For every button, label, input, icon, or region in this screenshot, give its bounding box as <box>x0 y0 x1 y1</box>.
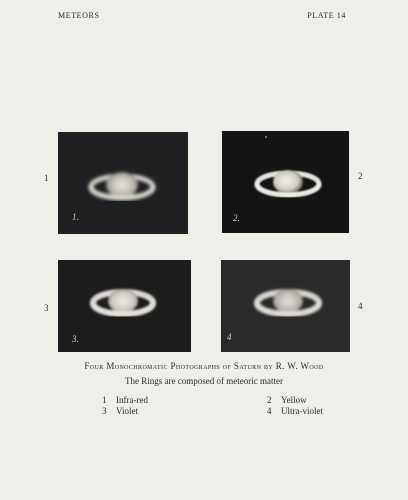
legend-number: 4 <box>267 406 272 416</box>
legend-item-2 <box>267 395 307 405</box>
legend-item-4 <box>267 406 323 416</box>
caption-title: Four Monochromatic Photographs of Saturn by R. W. Wood <box>84 361 324 371</box>
photo-label-4: 4 <box>358 301 363 311</box>
plate-mark: 2. <box>233 213 240 223</box>
saturn-photo-4 <box>221 260 350 352</box>
photo-label-2: 2 <box>358 171 363 181</box>
running-header-left: METEORS <box>58 11 100 20</box>
legend-item-3 <box>102 406 138 416</box>
saturn-image <box>222 131 349 233</box>
caption-subtitle: The Rings are composed of meteoric matter <box>125 376 283 386</box>
legend-item-1 <box>102 395 148 405</box>
legend-text: Violet <box>116 406 138 416</box>
legend-text: Ultra-violet <box>281 406 323 416</box>
legend-number: 1 <box>102 395 107 405</box>
legend-number: 3 <box>102 406 107 416</box>
saturn-photo-1 <box>58 132 188 234</box>
plate-mark: 3. <box>72 334 79 344</box>
legend-number: 2 <box>267 395 272 405</box>
plate-mark: 4 <box>227 332 232 342</box>
legend-text: Yellow <box>281 395 307 405</box>
photo-label-1: 1 <box>44 173 49 183</box>
saturn-photo-3 <box>58 260 191 352</box>
legend-text: Infra-red <box>116 395 148 405</box>
saturn-image <box>221 260 350 352</box>
plate-mark: 1. <box>72 212 79 222</box>
saturn-photo-2 <box>222 131 349 233</box>
photo-label-3: 3 <box>44 303 49 313</box>
running-header-right: PLATE 14 <box>307 11 346 20</box>
